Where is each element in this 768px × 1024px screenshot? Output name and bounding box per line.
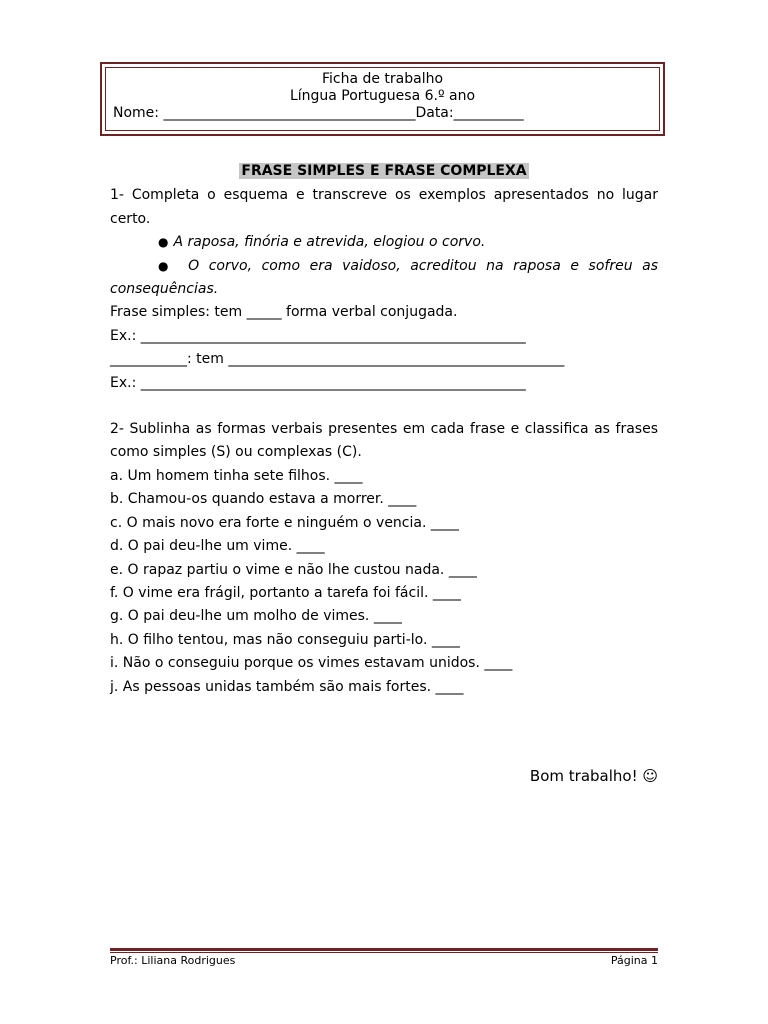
header-inner — [105, 67, 660, 131]
bullet-item-2-continuation: consequências. — [110, 281, 219, 298]
bullet-item-2: ● O corvo, como era vaidoso, acreditou na raposa e sofreu as — [158, 257, 658, 274]
subject-grade: Língua Portuguesa 6.º ano — [289, 88, 476, 104]
content — [110, 160, 658, 699]
list-item: d. O pai deu-lhe um vime. ____ — [110, 538, 325, 555]
bullet-item-1: ● A raposa, finória e atrevida, elogiou o corvo. — [158, 234, 486, 251]
list-item: e. O rapaz partiu o vime e não lhe custou nada. ____ — [110, 561, 477, 578]
list-item: h. O filho tentou, mas não conseguiu parti-lo. ____ — [110, 631, 460, 648]
name-date-line: Nome: ____________________________________Data:__________ — [113, 105, 524, 121]
schema-line-1: Frase simples: tem _____ forma verbal conjugada. — [110, 304, 458, 321]
bullet-dot-icon: ● — [158, 235, 169, 250]
exercise2-instruction: 2- Sublinha as formas verbais presentes em cada frase e classifica as frases como simples (S) ou complexas (C). — [110, 421, 658, 461]
schema-line-3: ___________: tem ________________________________________________ — [110, 351, 565, 368]
exercise1-instruction: 1- Completa o esquema e transcreve os exemplos apresentados no lugar certo. — [110, 187, 658, 227]
schema-line-2: Ex.: _______________________________________________________ — [110, 327, 526, 344]
worksheet-title: Ficha de trabalho — [321, 71, 444, 87]
list-item: c. O mais novo era forte e ninguém o vencia. ____ — [110, 514, 459, 531]
list-item: g. O pai deu-lhe um molho de vimes. ____ — [110, 608, 402, 625]
footer-divider — [110, 948, 658, 953]
list-item: f. O vime era frágil, portanto a tarefa foi fácil. ____ — [110, 584, 461, 601]
header-box — [100, 62, 665, 136]
list-item: i. Não o conseguiu porque os vimes estavam unidos. ____ — [110, 655, 513, 672]
closing-message: Bom trabalho! ☺ — [529, 767, 658, 785]
bullet-dot-icon: ● — [158, 258, 174, 273]
list-item: a. Um homem tinha sete filhos. ____ — [110, 467, 363, 484]
footer-author: Prof.: Liliana Rodrigues — [110, 954, 236, 967]
spacer — [110, 395, 658, 418]
list-item: b. Chamou-os quando estava a morrer. ____ — [110, 491, 417, 508]
schema-line-4: Ex.: _______________________________________________________ — [110, 374, 526, 391]
page-title: FRASE SIMPLES E FRASE COMPLEXA — [241, 163, 527, 179]
footer-page-number: Página 1 — [610, 954, 658, 967]
list-item: j. As pessoas unidas também são mais fortes. ____ — [110, 678, 464, 695]
